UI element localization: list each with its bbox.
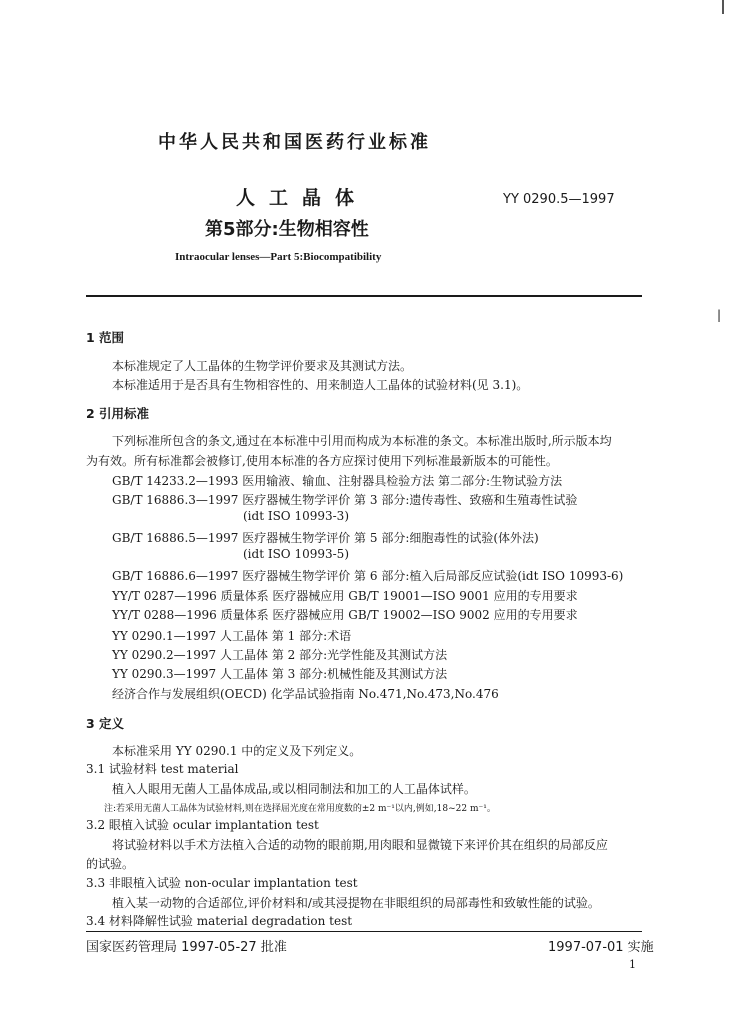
reference-item: GB/T 16886.3—1997 医疗器械生物学评价 第 3 部分:遗传毒性、致癌和生殖毒性试验 [112, 493, 578, 507]
reference-item: YY/T 0288—1996 质量体系 医疗器械应用 GB/T 19002—ISO 9002 应用的专用要求 [112, 608, 578, 622]
definition-3-1-note: 注:若采用无菌人工晶体为试验材料,则在选择屈光度在常用度数的±2 m⁻¹以内,例如,18~22 m⁻¹。 [104, 804, 496, 814]
definition-3-1-title: 3.1 试验材料 test material [86, 762, 239, 776]
section-1-paragraph-1: 本标准规定了人工晶体的生物学评价要求及其测试方法。 [112, 359, 413, 373]
reference-item: GB/T 16886.6—1997 医疗器械生物学评价 第 6 部分:植入后局部反应试验(idt ISO 10993-6) [112, 569, 624, 583]
reference-item: YY 0290.1—1997 人工晶体 第 1 部分:术语 [112, 629, 352, 643]
approval-date: 国家医药管理局 1997-05-27 批准 [86, 940, 287, 955]
english-title: Intraocular lenses—Part 5:Biocompatibility [175, 251, 382, 263]
reference-item: YY 0290.2—1997 人工晶体 第 2 部分:光学性能及其测试方法 [112, 648, 448, 662]
section-3-heading: 3 定义 [86, 716, 125, 731]
definition-3-4-title: 3.4 材料降解性试验 material degradation test [86, 914, 353, 928]
footer-divider [86, 931, 642, 932]
definition-3-2-body-line-1: 将试验材料以手术方法植入合适的动物的眼前期,用肉眼和显微镜下来评价其在组织的局部反应 [112, 838, 608, 852]
page-number: 1 [629, 958, 636, 971]
definition-3-2-body-line-2: 的试验。 [86, 857, 135, 871]
document-subtitle: 第5部分:生物相容性 [205, 219, 369, 240]
reference-item: 经济合作与发展组织(OECD) 化学品试验指南 No.471,No.473,No.476 [112, 687, 499, 701]
reference-item: YY 0290.3—1997 人工晶体 第 3 部分:机械性能及其测试方法 [112, 667, 448, 681]
definition-3-3-title: 3.3 非眼植入试验 non-ocular implantation test [86, 876, 358, 890]
section-2-intro-line-2: 为有效。所有标准都会被修订,使用本标准的各方应探讨使用下列标准最新版本的可能性。 [86, 454, 558, 468]
reference-item: YY/T 0287—1996 质量体系 医疗器械应用 GB/T 19001—ISO 9001 应用的专用要求 [112, 589, 578, 603]
definition-3-1-body: 植入人眼用无菌人工晶体成品,或以相同制法和加工的人工晶体试样。 [112, 782, 476, 796]
reference-item: GB/T 16886.5—1997 医疗器械生物学评价 第 5 部分:细胞毒性的试验(体外法) [112, 531, 539, 545]
header-divider [86, 295, 642, 297]
reference-item-idt: (idt ISO 10993-5) [243, 547, 349, 561]
reference-item: GB/T 14233.2—1993 医用输液、输血、注射器具检验方法 第二部分:生物试验方法 [112, 474, 563, 488]
section-2-heading: 2 引用标准 [86, 406, 150, 421]
definition-3-3-body: 植入某一动物的合适部位,评价材料和/或其浸提物在非眼组织的局部毒性和致敏性能的试验。 [112, 896, 600, 910]
section-1-paragraph-2: 本标准适用于是否具有生物相容性的、用来制造人工晶体的试验材料(见 3.1)。 [112, 378, 529, 392]
section-2-intro-line-1: 下列标准所包含的条文,通过在本标准中引用而构成为本标准的条文。本标准出版时,所示版本均 [112, 434, 612, 448]
scan-edge-mark [722, 0, 724, 14]
standard-code: YY 0290.5—1997 [503, 192, 615, 207]
document-title: 人工晶体 [236, 187, 369, 209]
definition-3-2-title: 3.2 眼植入试验 ocular implantation test [86, 818, 319, 832]
reference-item-idt: (idt ISO 10993-3) [243, 509, 349, 523]
standard-organization: 中华人民共和国医药行业标准 [158, 132, 431, 153]
section-1-heading: 1 范围 [86, 330, 125, 345]
margin-mark: | [717, 308, 722, 322]
section-3-intro: 本标准采用 YY 0290.1 中的定义及下列定义。 [112, 744, 362, 758]
effective-date: 1997-07-01 实施 [548, 940, 654, 955]
